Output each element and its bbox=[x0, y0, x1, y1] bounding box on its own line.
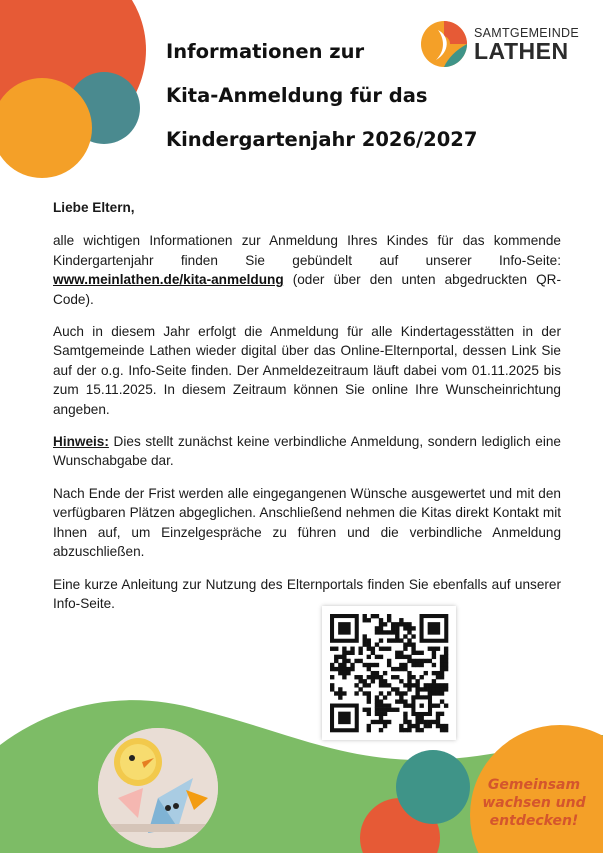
paragraph-5: Eine kurze Anleitung zur Nutzung des Elternportals finden Sie ebenfalls auf unserer Info-Seite. bbox=[53, 576, 561, 611]
paragraph-2: Auch in diesem Jahr erfolgt die Anmeldung für alle Kindertagesstätten in der Samtgemeinde Lathen wieder digital über das Online-Elternportal, dessen Link Sie auf der o.g. Info-Seite finden. Der Anmeldezeitraum läuft dabei vom 01.11.2025 bis zum 15.11.2025. In diesem Zeitraum können Sie online Ihre Wunscheinrichtung angeben. bbox=[53, 324, 561, 417]
slogan-line-2: wachsen und bbox=[482, 795, 586, 811]
logo-text-top: SAMTGEMEINDE bbox=[474, 26, 579, 40]
qr-code-image bbox=[322, 606, 456, 740]
title-line-1: Informationen zur bbox=[166, 40, 365, 63]
samtgemeinde-logo-mark bbox=[420, 20, 468, 68]
paragraph-1-text-end: (oder über den unten abgedruckten QR-Code). bbox=[53, 272, 561, 307]
crafts-photo bbox=[98, 728, 218, 848]
qr-code[interactable] bbox=[322, 606, 456, 740]
hint-text: Dies stellt zunächst keine verbindliche Anmeldung, sondern lediglich eine Wunschabgabe dar. bbox=[53, 434, 561, 469]
info-page-link[interactable]: www.meinlathen.de/kita-anmeldung bbox=[53, 272, 284, 288]
crafts-illustration bbox=[98, 728, 218, 848]
logo-text-main: LATHEN bbox=[474, 38, 569, 64]
paragraph-3 bbox=[53, 432, 561, 471]
paragraph-4: Nach Ende der Frist werden alle eingegangenen Wünsche ausgewertet und mit den verfügbaren Plätzen abgeglichen. Anschließend nehmen die Kitas direkt Kontakt mit Ihnen auf, um Einzelgespräche zu führen und die verbindliche Anmeldung abzuschließen. bbox=[53, 485, 561, 560]
paragraph-1 bbox=[53, 231, 561, 309]
slogan bbox=[474, 776, 594, 830]
title-line-3: Kindergartenjahr 2026/2027 bbox=[166, 128, 478, 151]
hint-label: Hinweis: bbox=[53, 434, 109, 450]
slogan-line-3: entdecken! bbox=[489, 813, 579, 829]
title-line-2: Kita-Anmeldung für das bbox=[166, 84, 428, 107]
slogan-line-1: Gemeinsam bbox=[487, 777, 581, 793]
letter-body bbox=[53, 198, 561, 626]
greeting: Liebe Eltern, bbox=[53, 200, 135, 215]
bottom-teal-circle bbox=[396, 750, 470, 824]
paragraph-1-text: alle wichtigen Informationen zur Anmeldung Ihres Kindes für das kommende Kindergartenjahr finden Sie gebündelt auf unserer Info-Seite: bbox=[53, 233, 561, 268]
